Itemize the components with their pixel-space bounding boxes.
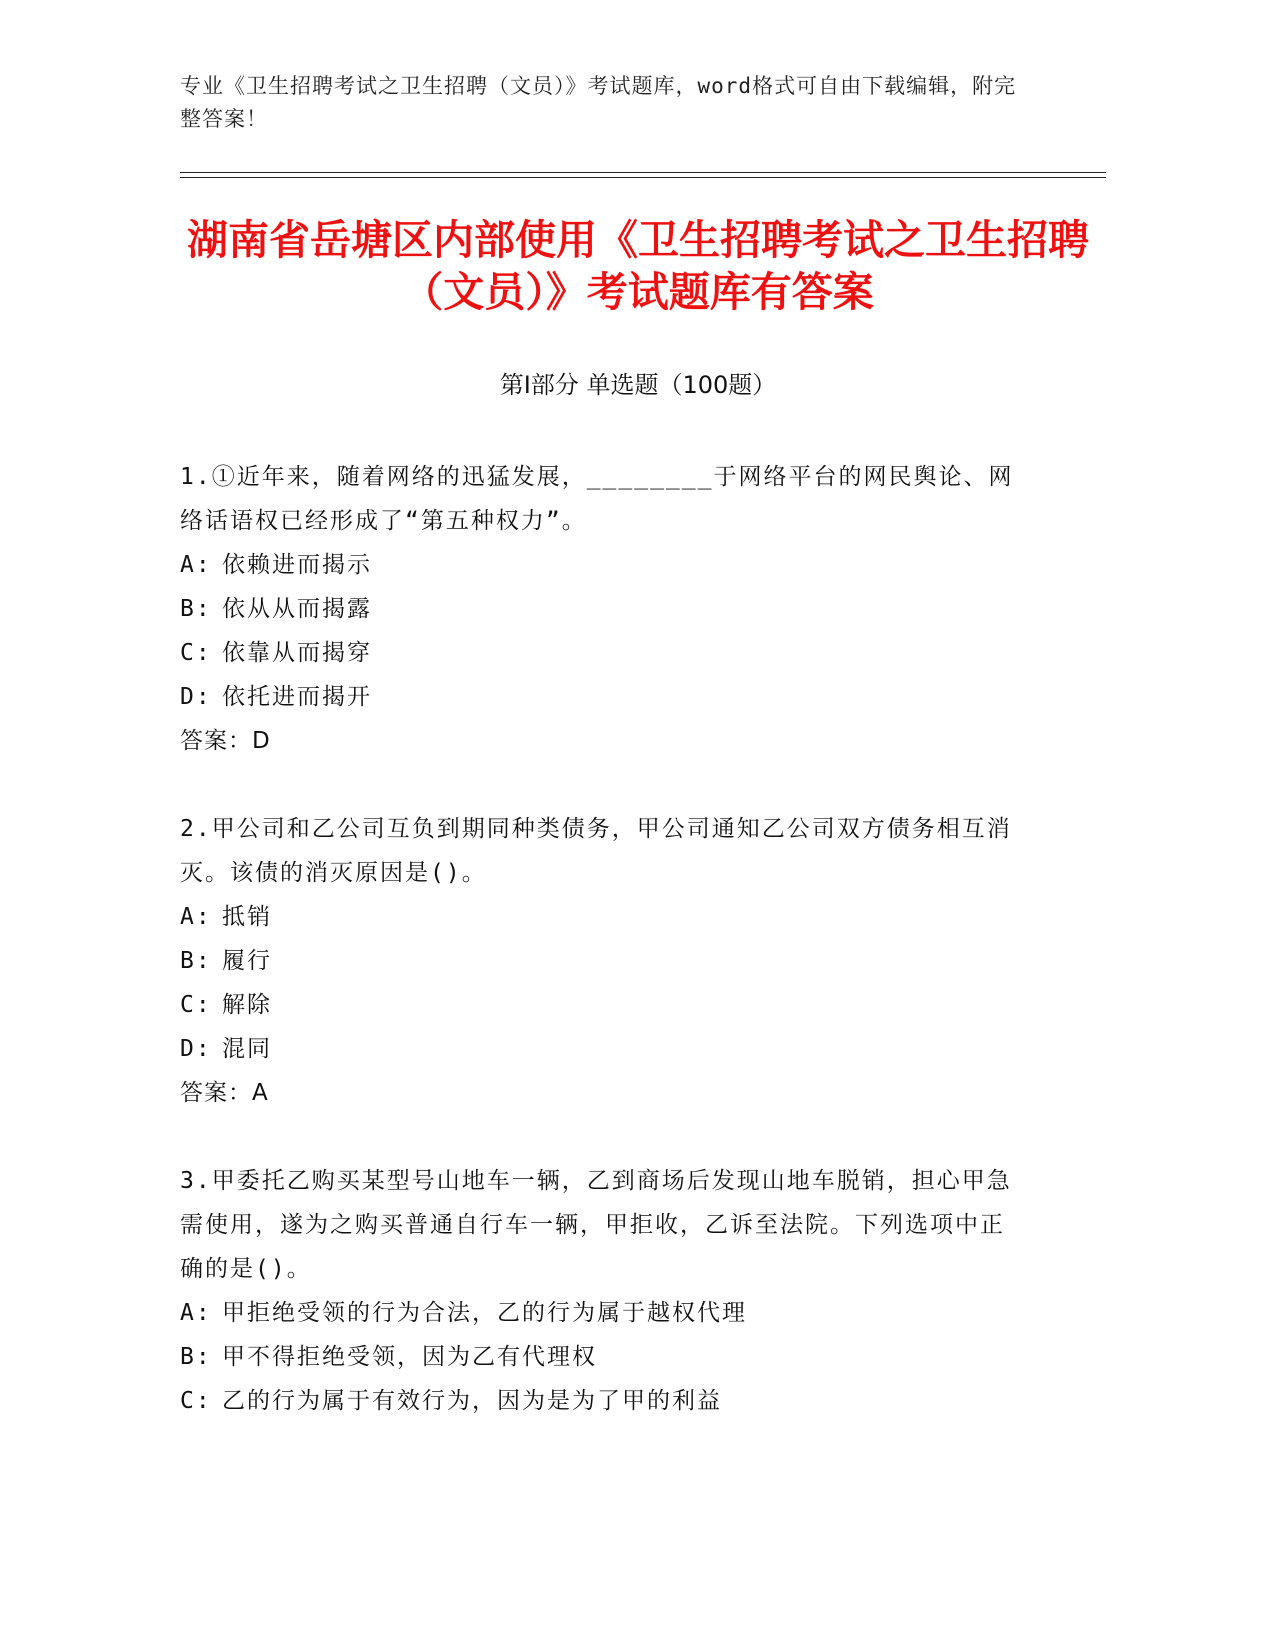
option-a xyxy=(180,1291,1020,1335)
question-list xyxy=(180,455,1020,1467)
option-c xyxy=(180,631,1020,675)
option-text: 依靠从而揭穿 xyxy=(222,640,372,666)
question-stem: 3.甲委托乙购买某型号山地车一辆，乙到商场后发现山地车脱销，担心甲急需使用，遂为之购买普通自行车一辆，甲拒收，乙诉至法院。下列选项中正确的是()。 xyxy=(180,1168,1012,1282)
option-letter: A: xyxy=(180,904,212,930)
question-item xyxy=(180,455,1020,763)
option-b xyxy=(180,587,1020,631)
document-title: 湖南省岳塘区内部使用《卫生招聘考试之卫生招聘（文员）》考试题库有答案 xyxy=(187,216,1089,316)
header-note: 专业《卫生招聘考试之卫生招聘（文员）》考试题库，word格式可自由下载编辑，附完整答案！ xyxy=(180,74,1017,131)
option-b xyxy=(180,1335,1020,1379)
option-a xyxy=(180,543,1020,587)
option-text: 解除 xyxy=(222,992,272,1018)
option-letter: D: xyxy=(180,1036,212,1062)
answer-line: 答案：A xyxy=(180,1080,269,1106)
question-stem: 1.①近年来，随着网络的迅猛发展，________于网络平台的网民舆论、网络话语权已经形成了“第五种权力”。 xyxy=(180,464,1014,534)
option-text: 抵销 xyxy=(222,904,272,930)
option-text: 依从从而揭露 xyxy=(222,596,372,622)
header-rule-bottom xyxy=(180,177,1106,178)
question-item xyxy=(180,1159,1020,1423)
header-rule-top xyxy=(180,172,1106,173)
option-text: 乙的行为属于有效行为，因为是为了甲的利益 xyxy=(222,1388,722,1414)
option-letter: C: xyxy=(180,992,212,1018)
section-title: 第Ⅰ部分 单选题（100题） xyxy=(499,371,777,399)
option-letter: A: xyxy=(180,552,212,578)
option-letter: C: xyxy=(180,1388,212,1414)
option-letter: C: xyxy=(180,640,212,666)
option-b xyxy=(180,939,1020,983)
option-c xyxy=(180,1379,1020,1423)
option-d xyxy=(180,1027,1020,1071)
option-letter: B: xyxy=(180,1344,212,1370)
option-text: 混同 xyxy=(222,1036,272,1062)
option-text: 依赖进而揭示 xyxy=(222,552,372,578)
option-letter: D: xyxy=(180,684,212,710)
option-d xyxy=(180,675,1020,719)
option-letter: B: xyxy=(180,948,212,974)
option-letter: A: xyxy=(180,1300,212,1326)
option-a xyxy=(180,895,1020,939)
option-text: 履行 xyxy=(222,948,272,974)
option-text: 甲拒绝受领的行为合法，乙的行为属于越权代理 xyxy=(222,1300,747,1326)
question-stem: 2.甲公司和乙公司互负到期同种类债务，甲公司通知乙公司双方债务相互消灭。该债的消灭原因是()。 xyxy=(180,816,1012,886)
answer-line: 答案：D xyxy=(180,728,271,754)
question-item xyxy=(180,807,1020,1115)
option-text: 甲不得拒绝受领，因为乙有代理权 xyxy=(222,1344,597,1370)
option-text: 依托进而揭开 xyxy=(222,684,372,710)
option-c xyxy=(180,983,1020,1027)
option-letter: B: xyxy=(180,596,212,622)
